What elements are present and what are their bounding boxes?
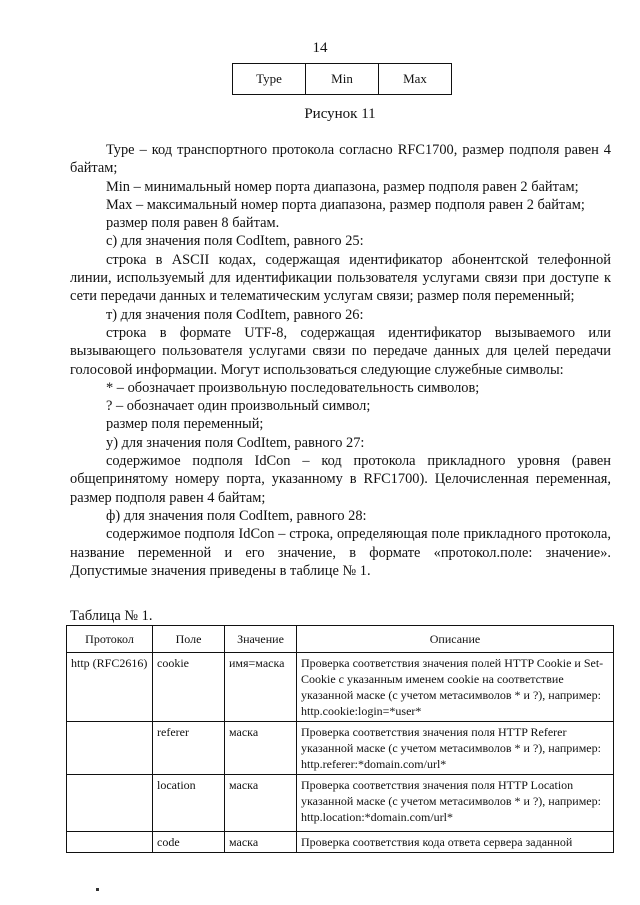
table-label: Таблица № 1.: [70, 608, 153, 624]
paragraph: Max – максимальный номер порта диапазона, размер подполя равен 2 байтам;: [106, 196, 585, 213]
body-text: [70, 141, 611, 580]
paragraph: размер поля равен 8 байтам.: [106, 215, 280, 232]
cell-field: referer: [153, 722, 225, 775]
scan-dot: [96, 888, 99, 891]
cell-description: Проверка соответствия значения поля HTTP Referer указанной маске (с учетом метасимволов * и ?), например: http.referer:*domain.com/url*: [297, 722, 614, 775]
figure-cell-max: Max: [379, 64, 452, 95]
paragraph: строка в формате UTF-8, содержащая идентификатор вызываемого или вызывающего пользователя услугами связи по передаче данных для целей передачи голосовой информации. Могут использоваться следующие служебные символы:: [70, 324, 611, 378]
table-row: [67, 775, 614, 832]
table-row: [67, 653, 614, 722]
paragraph: Type – код транспортного протокола согласно RFC1700, размер подполя равен 4 байтам;: [70, 142, 611, 177]
cell-protocol: [67, 722, 153, 775]
cell-protocol: [67, 832, 153, 853]
cell-description: Проверка соответствия значения поля HTTP Location указанной маске (с учетом метасимволов * и ?), например: http.location:*domain.com/url*: [297, 775, 614, 832]
cell-field: code: [153, 832, 225, 853]
header-value: Значение: [225, 626, 297, 653]
paragraph: ? – обозначает один произвольный символ;: [106, 398, 371, 415]
table-row: [67, 832, 614, 853]
cell-value: маска: [225, 832, 297, 853]
protocol-table: [66, 625, 614, 853]
cell-field: cookie: [153, 653, 225, 722]
paragraph: содержимое подполя IdCon – код протокола прикладного уровня (равен общепринятому номеру порта, указанному в RFC1700). Целочисленная переменная, размер подполя равен 4 байтам;: [70, 453, 611, 506]
paragraph: ф) для значения поля CodItem, равного 28:: [106, 507, 367, 524]
table-row: [67, 722, 614, 775]
paragraph: т) для значения поля CodItem, равного 26:: [106, 306, 364, 323]
header-field: Поле: [153, 626, 225, 653]
paragraph: содержимое подполя IdCon – строка, определяющая поле прикладного протокола, название переменной и его значение, в формате «протокол.поле: значение». Допустимые значения приведены в таблице № 1.: [70, 526, 611, 579]
cell-protocol: [67, 775, 153, 832]
cell-field: location: [153, 775, 225, 832]
figure-cell-type: Type: [233, 64, 306, 95]
paragraph: с) для значения поля CodItem, равного 25:: [106, 233, 364, 250]
table-header-row: [67, 626, 614, 653]
cell-value: имя=маска: [225, 653, 297, 722]
cell-value: маска: [225, 775, 297, 832]
paragraph: строка в ASCII кодах, содержащая идентификатор абонентской телефонной линии, используемый для идентификации пользователя услугами связи при доступе к сети передачи данных и телематическим услугам связи; размер поля переменный;: [70, 251, 611, 305]
cell-protocol: http (RFC2616): [67, 653, 153, 722]
header-protocol: Протокол: [67, 626, 153, 653]
cell-description: Проверка соответствия значения полей HTTP Cookie и Set-Cookie с указанным именем cookie на соответствие указанной маске (с учетом метасимволов * и ?), например: http.cookie:login=*user*: [297, 653, 614, 722]
figure-11-diagram: [232, 63, 452, 95]
cell-description: Проверка соответствия кода ответа сервера заданной: [297, 832, 614, 853]
page-number: 14: [312, 40, 328, 56]
paragraph: Min – минимальный номер порта диапазона, размер подполя равен 2 байтам;: [106, 178, 579, 195]
paragraph: * – обозначает произвольную последовательность символов;: [106, 379, 480, 396]
figure-caption: Рисунок 11: [304, 106, 376, 122]
cell-value: маска: [225, 722, 297, 775]
header-description: Описание: [297, 626, 614, 653]
paragraph: у) для значения поля CodItem, равного 27:: [106, 434, 365, 451]
figure-cell-min: Min: [306, 64, 379, 95]
paragraph: размер поля переменный;: [106, 416, 264, 433]
